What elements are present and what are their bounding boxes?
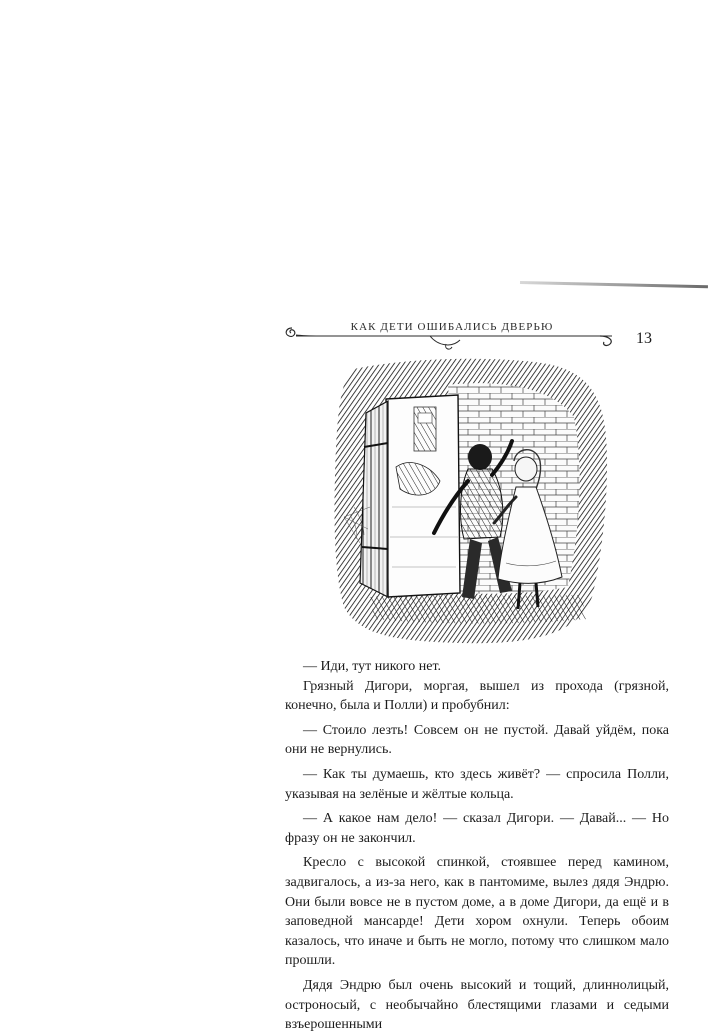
paragraph: Дядя Эндрю был очень высокий и тощий, длиннолицый, остроносый, с необычайно блестящими глазами и седыми взъерошенными	[285, 977, 669, 1033]
paragraph: — Иди, тут никого нет.	[303, 659, 442, 674]
body-text	[285, 657, 669, 1035]
paragraph: Грязный Дигори, моргая, вышел из прохода (грязной, конечно, была и Полли) и пробубнил:	[285, 678, 669, 714]
paragraph: — Как ты думаешь, кто здесь живёт? — спросила Полли, указывая на зелёные и жёлтые кольца.	[285, 766, 669, 802]
paragraph: — А какое нам дело! — сказал Дигори. — Давай... — Но фразу он не закончил.	[285, 811, 669, 846]
scan-edge-line	[520, 281, 708, 288]
running-title: КАК ДЕТИ ОШИБАЛИСЬ ДВЕРЬЮ	[350, 321, 554, 333]
illustration-icon	[330, 357, 610, 647]
paragraph: — Стоило лезть! Совсем он не пустой. Давай уйдём, пока они не вернулись.	[285, 722, 669, 758]
page-number: 13	[636, 330, 652, 347]
running-header	[282, 318, 678, 358]
paragraph: Кресло с высокой спинкой, стоявшее перед камином, задвигалось, а из-за него, как в пантомиме, вылез дядя Эндрю. Они были вовсе не в пустом доме, а в доме Дигори, да ещё и в заповедной мансарде! Дети хором охнули. Теперь обоим казалось, что иначе и быть не могло, потому что слишком мало прошли.	[285, 855, 669, 969]
engraving-illustration	[330, 357, 610, 647]
